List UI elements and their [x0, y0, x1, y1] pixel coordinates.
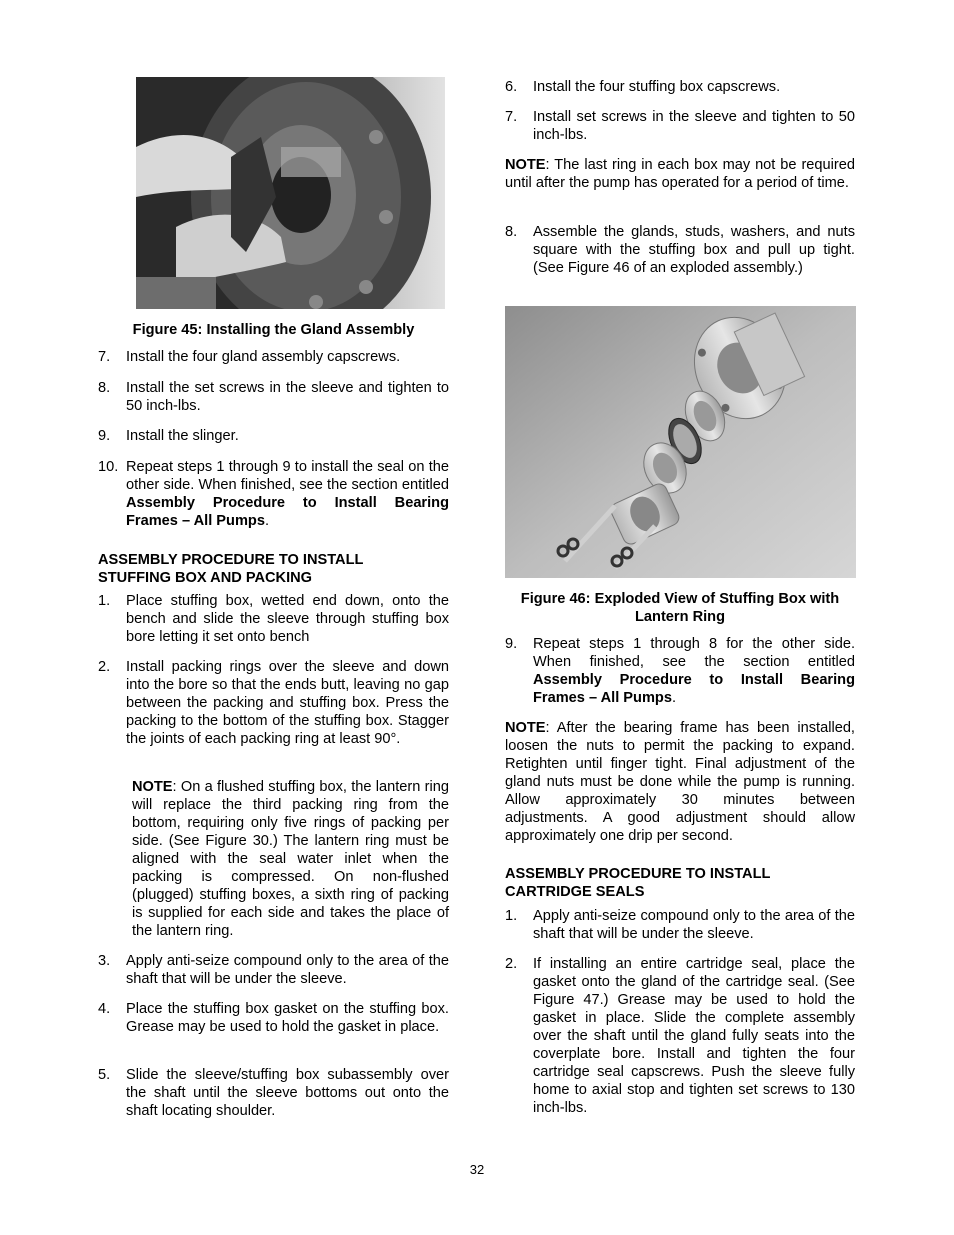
list-item: 1. Apply anti-seize compound only to the area of the shaft that will be under the sleeve.	[505, 908, 855, 942]
section-reference: Assembly Procedure to Install Bearing Frames – All Pumps	[533, 672, 855, 706]
list-item: 8. Assemble the glands, studs, washers, and nuts square with the stuffing box and pull up tight. (See Figure 46 of an exploded assembly.)	[505, 224, 855, 276]
list-item: 5. Slide the sleeve/stuffing box subassembly over the shaft until the sleeve bottoms out onto the shaft locating shoulder.	[98, 1067, 449, 1119]
section-heading: ASSEMBLY PROCEDURE TO INSTALL STUFFING BOX AND PACKING	[98, 552, 364, 586]
list-item: 7. Install the four gland assembly capscrews.	[98, 349, 401, 365]
list-item: 1. Place stuffing box, wetted end down, onto the bench and slide the sleeve through stuffing box bore letting it set onto bench	[98, 593, 449, 645]
figure-45-caption: Figure 45: Installing the Gland Assembly	[132, 322, 415, 338]
section-reference: Assembly Procedure to Install Bearing Frames – All Pumps	[126, 495, 449, 529]
note-last-ring: NOTE: The last ring in each box may not be required until after the pump has operated for a period of time.	[505, 157, 855, 191]
figure-46-caption: Figure 46: Exploded View of Stuffing Box with Lantern Ring	[520, 591, 840, 625]
note-bearing-frame: NOTE: After the bearing frame has been installed, loosen the nuts to permit the packing to expand. Retighten until finger tight. Final adjustment of the gland nuts must be done while the pump is running. Allow approximately 30 minutes between adjustments. A good adjustment should allow approximately one drip per second.	[505, 720, 855, 844]
figure-46-exploded-view	[505, 306, 856, 578]
list-item: 4. Place the stuffing box gasket on the stuffing box. Grease may be used to hold the gasket in place.	[98, 1001, 449, 1035]
list-item: 3. Apply anti-seize compound only to the area of the shaft that will be under the sleeve.	[98, 953, 449, 987]
list-item: 9. Install the slinger.	[98, 428, 239, 444]
list-item: 7. Install set screws in the sleeve and tighten to 50 inch-lbs.	[505, 109, 855, 143]
section-heading: ASSEMBLY PROCEDURE TO INSTALL CARTRIDGE SEALS	[505, 866, 771, 900]
page-number: 32	[469, 1162, 485, 1177]
list-item: 10. Repeat steps 1 through 9 to install the seal on the other side. When finished, see the section entitled Assembly Procedure to Install Bearing Frames – All Pumps.	[98, 459, 449, 529]
figure-45-photo	[136, 77, 445, 309]
list-item: 2. Install packing rings over the sleeve and down into the bore so that the ends butt, leaving no gap between the packing and stuffing box. Press the packing to the bottom of the stuffing box. Stagger the joints of each packing ring at least 90°.	[98, 659, 449, 747]
list-item: 2. If installing an entire cartridge seal, place the gasket onto the gland of the cartridge seal. (See Figure 47.) Grease may be used to hold the gasket in place. Slide the complete assembly over the shaft until the gland fully seats into the coverplate bore. Install and tighten the four cartridge seal capscrews. Push the sleeve fully home to axial stop and tighten set screws to 130 inch-lbs.	[505, 956, 855, 1116]
list-item: 9. Repeat steps 1 through 8 for the other side. When finished, see the section entitled Assembly Procedure to Install Bearing Frames – All Pumps.	[505, 636, 855, 706]
list-item: 8. Install the set screws in the sleeve and tighten to 50 inch-lbs.	[98, 380, 449, 414]
note-flushed-stuffing-box: NOTE: On a flushed stuffing box, the lantern ring will replace the third packing ring from the bottom, requiring only five rings of packing per side. (See Figure 30.) The lantern ring must be aligned with the seal water inlet when the packing is compressed. On non-flushed (plugged) stuffing boxes, a sixth ring of packing is supplied for each side and takes the place of the lantern ring.	[132, 779, 449, 939]
list-item: 6. Install the four stuffing box capscrews.	[505, 79, 781, 95]
